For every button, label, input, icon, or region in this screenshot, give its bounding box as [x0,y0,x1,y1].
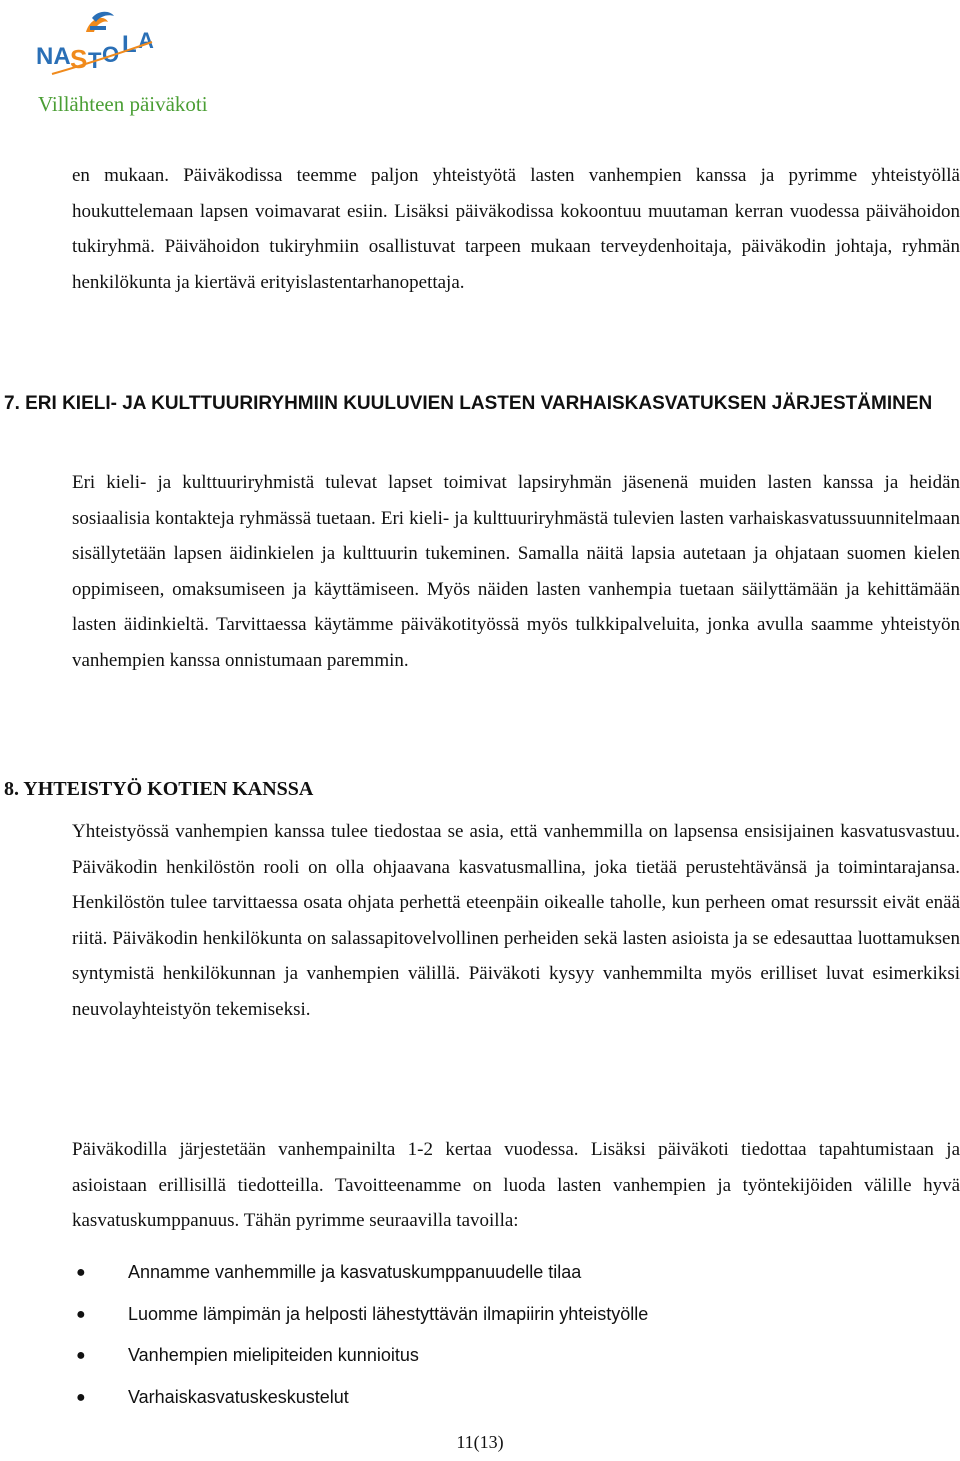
list-item-text: Luomme lämpimän ja helposti lähestyttävän ilmapiirin yhteistyölle [128,1303,649,1324]
page-number: 11(13) [456,1432,504,1452]
bullet-icon: ● [76,1388,86,1406]
svg-text:T: T [88,48,102,73]
bullet-icon: ● [76,1305,86,1323]
section-heading-8: 8. YHTEISTYÖ KOTIEN KANSSA [4,778,314,800]
header-subtitle: Villähteen päiväkoti [38,92,208,116]
svg-text:S: S [70,44,88,74]
list-item [72,1335,648,1377]
svg-text:O: O [102,42,120,67]
list-item-text: Annamme vanhemmille ja kasvatuskumppanuudelle tilaa [128,1262,582,1282]
svg-text:A: A [138,28,154,53]
section-heading-7: 7. ERI KIELI- JA KULTTUURIRYHMIIN KUULUVIEN LASTEN VARHAISKASVATUKSEN JÄRJESTÄMINEN [4,393,933,414]
list-item [72,1252,648,1294]
list-item [72,1377,648,1419]
svg-text:NA: NA [36,43,71,70]
paragraph-intro: en mukaan. Päiväkodissa teemme paljon yhteistyötä lasten vanhempien kanssa ja pyrimme yhteistyöllä houkuttelemaan lapsen voimavarat esiin. Lisäksi päiväkodissa kokoontuu muutaman kerran vuodessa päivähoidon tukiryhmä. Päivähoidon tukiryhmiin osallistuvat tarpeen mukaan terveydenhoitaja, päiväkodin johtaja, ryhmän henkilökunta ja kiertävä erityislastentarhanopettaja. [72,165,960,293]
list-item-text: Varhaiskasvatuskeskustelut [128,1386,349,1407]
list-item [72,1294,648,1336]
nastola-logo-icon [34,8,164,88]
page-header [34,8,254,116]
bullet-icon: ● [76,1347,86,1364]
list-item-text: Vanhempien mielipiteiden kunnioitus [128,1345,419,1365]
paragraph-section-8a: Yhteistyössä vanhempien kanssa tulee tiedostaa se asia, että vanhemmilla on lapsensa ensisijainen kasvatusvastuu. Päiväkodin henkilöstön rooli on olla ohjaavana kasvatusmallina, joka tietää perustehtävänsä ja toimintarajansa. Henkilöstön tulee tarvittaessa osata ohjata perhettä eteenpäin oikealle taholle, kun perheen omat resurssit eivät enää riitä. Päiväkodin henkilökunta on salassapitovelvollinen perheiden sekä lasten asioista ja se edesauttaa luottamuksen syntymistä henkilökunnan ja vanhempien välillä. Päiväkoti kysyy vanhemmilta myös erilliset luvat esimerkiksi neuvolayhteistyön tekemiseksi. [72,821,960,1020]
paragraph-section-7: Eri kieli- ja kulttuuriryhmistä tulevat lapset toimivat lapsiryhmän jäsenenä muiden lasten kanssa ja heidän sosiaalisia kontakteja ryhmässä tuetaan. Eri kieli- ja kulttuuriryhmästä tulevien lasten varhaiskasvatussuunnitelmaan sisällytetään lapsen äidinkielen ja kulttuurin tukeminen. Samalla näitä lapsia autetaan ja ohjataan suomen kielen oppimiseen, omaksumiseen ja käyttämiseen. Myös näiden lasten vanhempia tuetaan säilyttämään ja kehittämään lasten äidinkieltä. Tarvittaessa käytämme päiväkotityössä myös tulkkipalveluita, jonka avulla saamme yhteistyön vanhempien kanssa onnistumaan paremmin. [72,472,960,671]
bullet-icon: ● [76,1264,86,1281]
paragraph-section-8b: Päiväkodilla järjestetään vanhempainilta 1-2 kertaa vuodessa. Lisäksi päiväkoti tiedottaa tapahtumistaan ja asioistaan erillisillä tiedotteilla. Tavoitteenamme on luoda lasten vanhempien ja työntekijöiden välille hyvä kasvatuskumppanuus. Tähän pyrimme seuraavilla tavoilla: [72,1139,960,1231]
svg-text:L: L [122,31,137,58]
goals-list [72,1252,648,1418]
